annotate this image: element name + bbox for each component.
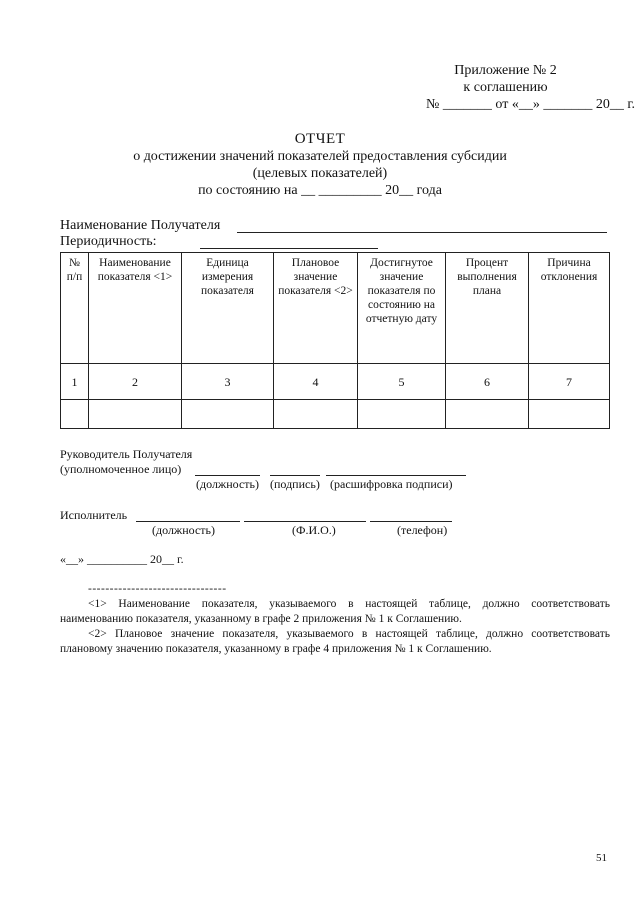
page-number: 51 [596,852,607,864]
indicators-table [60,252,610,429]
table-cell [182,400,274,429]
executor-label: Исполнитель [60,508,128,522]
head-caption-decoding: (расшифровка подписи) [330,477,453,491]
table-cell [89,400,182,429]
head-caption-signature: (подпись) [270,477,320,491]
executor-caption-position: (должность) [152,523,215,537]
table-header-row [61,253,610,364]
table-row [61,364,610,400]
appendix-title: Приложение № 2 [454,63,557,78]
periodicity-line [200,248,378,249]
table-cell [446,400,529,429]
table-cell: 6 [446,364,529,400]
table-cell: 5 [358,364,446,400]
report-subtitle-2: (целевых показателей) [252,166,388,181]
footnote-1: <1> Наименование показателя, указываемого в настоящей таблице, должно соответствовать наименованию показателя, указанному в графе 2 приложения № 1 к Соглашению. [60,598,610,625]
head-caption-position: (должность) [196,477,259,491]
table-cell [529,400,610,429]
col-header-deviation-reason: Причина отклонения [529,253,610,364]
periodicity-label: Периодичность: [60,234,157,249]
table-cell [274,400,358,429]
col-header-planned-value: Плановое значение показателя <2> [274,253,358,364]
table-cell: 4 [274,364,358,400]
executor-position-line [136,521,240,522]
executor-caption-phone: (телефон) [397,523,448,537]
executor-caption-name: (Ф.И.О.) [292,523,336,537]
date-line: «__» __________ 20__ г. [60,552,184,566]
footnote-separator: -------------------------------- [88,583,227,595]
footnotes [60,582,610,657]
head-sublabel: (уполномоченное лицо) [60,462,182,476]
report-heading: ОТЧЕТ [294,131,346,147]
head-label: Руководитель Получателя [60,447,193,461]
executor-phone-line [370,521,452,522]
table-cell [358,400,446,429]
report-subtitle: о достижении значений показателей предоставления субсидии [133,149,507,164]
executor-name-line [244,521,366,522]
table-cell: 2 [89,364,182,400]
recipient-line [237,232,607,233]
recipient-label: Наименование Получателя [60,218,221,233]
table-cell [61,400,89,429]
col-header-percent: Процент выполнения плана [446,253,529,364]
appendix-agreement-ref: № _______ от «__» _______ 20__ г. [426,97,635,112]
col-header-achieved-value: Достигнутое значение показателя по состоянию на отчетную дату [358,253,446,364]
report-date-line: по состоянию на __ _________ 20__ года [198,183,442,198]
appendix-block [426,62,635,113]
col-header-number: № п/п [61,253,89,364]
footnote-2: <2> Плановое значение показателя, указываемого в настоящей таблице, должно соответствовать плановому значению показателя, указанному в графе 4 приложения № 1 к Соглашению. [60,628,610,655]
table-cell: 7 [529,364,610,400]
col-header-indicator-name: Наименование показателя <1> [89,253,182,364]
head-decoding-line [326,475,466,476]
table-row [61,400,610,429]
col-header-unit: Единица измерения показателя [182,253,274,364]
appendix-subtitle: к соглашению [463,80,548,95]
head-signature-line [270,475,320,476]
head-position-line [195,475,260,476]
table-cell: 3 [182,364,274,400]
table-cell: 1 [61,364,89,400]
